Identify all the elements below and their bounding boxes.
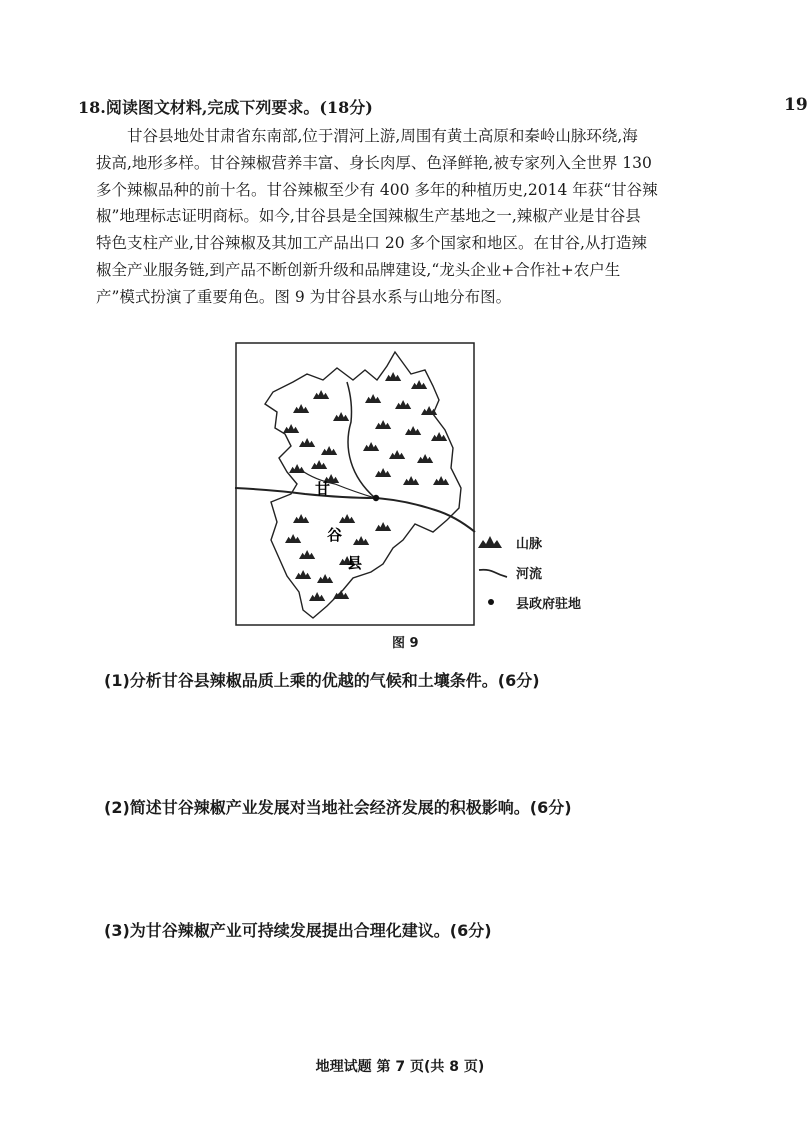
legend-label: 河流 [516, 566, 543, 582]
figure-caption: 图 9 [392, 636, 419, 651]
question-header [78, 95, 373, 118]
river-main [235, 488, 475, 532]
material-passage [96, 123, 726, 311]
county-label-char: 谷 [327, 526, 343, 544]
county-map-figure [235, 342, 475, 626]
legend-label: 山脉 [516, 536, 543, 552]
passage-line: 甘谷县地处甘肃省东南部,位于渭河上游,周围有黄土高原和秦岭山脉环绕,海 [127, 127, 638, 145]
county-label-char: 县 [347, 554, 363, 572]
passage-line: 椒全产业服务链,到产品不断创新升级和品牌建设,“龙头企业+合作社+农户生 [96, 260, 621, 279]
question-number: 18. [78, 98, 106, 117]
county-label-char: 甘 [315, 480, 331, 498]
sub-question-2: (2)简述甘谷辣椒产业发展对当地社会经济发展的积极影响。(6分) [104, 798, 572, 817]
mountain-icon [478, 533, 516, 552]
passage-line: 椒”地理标志证明商标。如今,甘谷县是全国辣椒生产基地之一,辣椒产业是甘谷县 [96, 207, 641, 226]
sub-question-1: (1)分析甘谷县辣椒品质上乘的优越的气候和土壤条件。(6分) [104, 671, 540, 690]
sub-question-3: (3)为甘谷辣椒产业可持续发展提出合理化建议。(6分) [104, 921, 492, 940]
page-edge-number: 19 [784, 95, 808, 115]
legend-item [478, 527, 588, 557]
river-icon [478, 563, 516, 582]
passage-line: 多个辣椒品种的前十名。甘谷辣椒至少有 400 多年的种植历史,2014 年获“甘谷辣 [96, 180, 658, 199]
legend-item [478, 587, 588, 617]
legend-item [478, 557, 588, 587]
map-legend [478, 527, 588, 617]
passage-line: 特色支柱产业,甘谷辣椒及其加工产品出口 20 多个国家和地区。在甘谷,从打造辣 [96, 234, 647, 253]
passage-line: 产”模式扮演了重要角色。图 9 为甘谷县水系与山地分布图。 [96, 287, 512, 306]
passage-line: 拔高,地形多样。甘谷辣椒营养丰富、身长肉厚、色泽鲜艳,被专家列入全世界 130 [96, 153, 652, 172]
county-seat-marker [373, 495, 379, 501]
legend-label: 县政府驻地 [516, 596, 582, 612]
question-instruction: 阅读图文材料,完成下列要求。(18分) [105, 98, 373, 117]
page-footer: 地理试题 第 7 页(共 8 页) [315, 1059, 485, 1075]
county-seat-dot-icon [478, 593, 516, 612]
county-map [235, 342, 475, 626]
